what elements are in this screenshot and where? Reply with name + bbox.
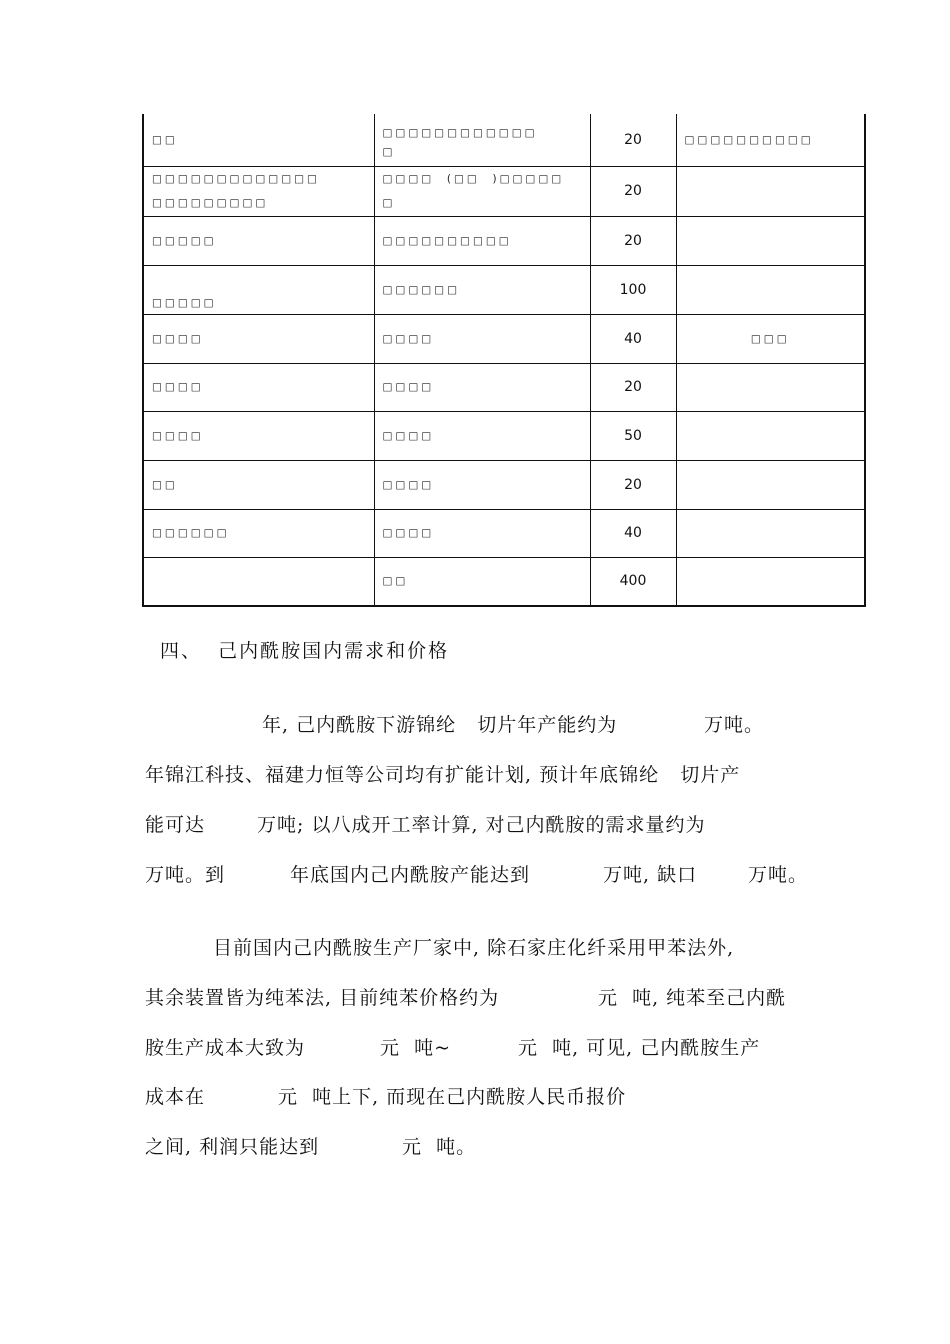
capacity-table (142, 114, 866, 607)
capacity-cell: 20 (590, 216, 676, 265)
paragraph-line: 万吨。 (748, 864, 809, 886)
note-cell (676, 216, 865, 265)
product-cell: □□□□□□ (374, 265, 590, 314)
capacity-cell: 50 (590, 411, 676, 460)
table-row (143, 363, 865, 411)
capacity-cell: 40 (590, 509, 676, 557)
capacity-cell: 100 (590, 265, 676, 314)
product-cell: □□□□□□□□□□ (374, 216, 590, 265)
note-cell: □□□□□□□□□□ (676, 114, 865, 166)
section-heading: 四、 己内酰胺国内需求和价格 (160, 640, 450, 662)
company-cell: □□ (143, 460, 374, 509)
total-label-cell: □□ (374, 557, 590, 606)
paragraph-line: 年, 己内酰胺下游锦纶 切片年产能约为 (262, 714, 618, 736)
capacity-cell: 40 (590, 314, 676, 363)
company-cell: □□ (143, 114, 374, 166)
product-line: □□□□□□□□□□□□ (382, 126, 538, 139)
note-cell: □□□ (676, 314, 865, 363)
paragraph-line: 元 吨, 可见, 己内酰胺生产 (518, 1037, 761, 1059)
table-row (143, 216, 865, 265)
paragraph-line: 万吨。 (704, 714, 765, 736)
product-cell: □□□□ (374, 363, 590, 411)
note-cell (676, 363, 865, 411)
company-cell: □□□□□□ (143, 509, 374, 557)
paragraph-line: 年底国内己内酰胺产能达到 (290, 864, 531, 886)
paragraph-line: 万吨; 以八成开工率计算, 对己内酰胺的需求量约为 (257, 814, 706, 836)
company-cell: □□□□ (143, 314, 374, 363)
table-row (143, 265, 865, 314)
table-row (143, 314, 865, 363)
note-cell (676, 265, 865, 314)
table-row (143, 509, 865, 557)
table-row (143, 411, 865, 460)
product-cell: □□□□ (374, 411, 590, 460)
table-row (143, 460, 865, 509)
company-cell: □□□□ (143, 411, 374, 460)
paragraph-line: 元 吨~ (380, 1037, 451, 1059)
note-cell (676, 557, 865, 606)
paragraph-line: 胺生产成本大致为 (145, 1037, 306, 1059)
company-cell: □□□□□ (143, 216, 374, 265)
capacity-cell: 20 (590, 460, 676, 509)
table-total-row (143, 557, 865, 606)
product-line: □ (382, 145, 396, 158)
company-cell (143, 166, 374, 216)
company-line: □□□□□□□□□□□□□ (152, 173, 320, 185)
product-cell: □□□□ (374, 460, 590, 509)
paragraph-line: 之间, 利润只能达到 (145, 1136, 320, 1158)
company-line: □□□□□□□□□ (152, 197, 269, 209)
paragraph-line: 目前国内己内酰胺生产厂家中, 除石家庄化纤采用甲苯法外, (213, 937, 735, 959)
paragraph-line: 成本在 (145, 1086, 206, 1108)
product-cell (374, 166, 590, 216)
table-row (143, 114, 865, 166)
note-cell (676, 460, 865, 509)
company-cell: □□□□□ (143, 265, 374, 314)
product-cell (374, 114, 590, 166)
total-capacity-cell: 400 (590, 557, 676, 606)
paragraph-line: 能可达 (145, 814, 206, 836)
product-cell: □□□□ (374, 314, 590, 363)
product-cell: □□□□ (374, 509, 590, 557)
paragraph-line: 年锦江科技、福建力恒等公司均有扩能计划, 预计年底锦纶 切片产 (145, 764, 741, 786)
product-line: □ (382, 197, 396, 209)
paragraph-line: 元 吨, 纯苯至己内酰 (598, 987, 787, 1009)
company-cell: □□□□ (143, 363, 374, 411)
capacity-cell: 20 (590, 363, 676, 411)
capacity-cell: 20 (590, 166, 676, 216)
table-row (143, 166, 865, 216)
paragraph-line: 元 吨。 (402, 1136, 477, 1158)
paragraph-line: 万吨, 缺口 (603, 864, 698, 886)
note-cell (676, 166, 865, 216)
paragraph-line: 元 吨上下, 而现在己内酰胺人民币报价 (278, 1086, 627, 1108)
capacity-cell: 20 (590, 114, 676, 166)
note-cell (676, 509, 865, 557)
company-cell (143, 557, 374, 606)
paragraph-line: 万吨。到 (145, 864, 226, 886)
paragraph-line: 其余装置皆为纯苯法, 目前纯苯价格约为 (145, 987, 500, 1009)
product-line: □□□□ (□□ )□□□□□ (382, 173, 565, 185)
note-cell (676, 411, 865, 460)
